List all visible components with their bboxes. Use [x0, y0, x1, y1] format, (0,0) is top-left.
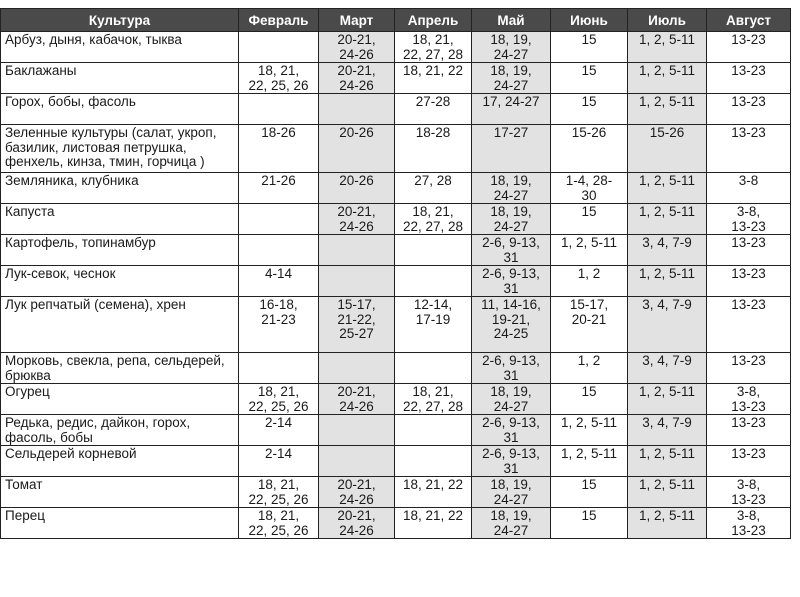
cell-february: 4-14 [239, 266, 319, 297]
column-header-june: Июнь [551, 9, 628, 32]
cell-february: 16-18, 21-23 [239, 297, 319, 353]
cell-february: 2-14 [239, 415, 319, 446]
cell-august: 13-23 [707, 446, 791, 477]
table-row [1, 446, 791, 477]
cell-april: 27-28 [395, 94, 472, 125]
cell-june: 15 [551, 204, 628, 235]
cell-august: 13-23 [707, 297, 791, 353]
header-row [1, 9, 791, 32]
cell-march [319, 235, 395, 266]
crop-name: Зеленные культуры (салат, укроп, базилик, листовая петрушка, фенхель, кинза, тмин, горчица ) [1, 125, 239, 173]
cell-march [319, 94, 395, 125]
cell-april [395, 266, 472, 297]
crop-name: Лук репчатый (семена), хрен [1, 297, 239, 353]
cell-august: 13-23 [707, 32, 791, 63]
cell-june: 1, 2, 5-11 [551, 446, 628, 477]
cell-may: 2-6, 9-13, 31 [472, 415, 551, 446]
cell-may: 17-27 [472, 125, 551, 173]
cell-april: 18, 21, 22 [395, 63, 472, 94]
cell-june: 15 [551, 508, 628, 539]
cell-june: 15-17, 20-21 [551, 297, 628, 353]
cell-february: 18, 21, 22, 25, 26 [239, 477, 319, 508]
cell-august: 3-8, 13-23 [707, 477, 791, 508]
cell-march: 20-21, 24-26 [319, 477, 395, 508]
cell-march: 15-17, 21-22, 25-27 [319, 297, 395, 353]
cell-may: 17, 24-27 [472, 94, 551, 125]
cell-july: 1, 2, 5-11 [628, 446, 707, 477]
cell-may: 18, 19, 24-27 [472, 32, 551, 63]
cell-july: 3, 4, 7-9 [628, 415, 707, 446]
cell-february [239, 204, 319, 235]
crop-name: Морковь, свекла, репа, сельдерей, брюква [1, 353, 239, 384]
cell-august: 13-23 [707, 353, 791, 384]
cell-march [319, 415, 395, 446]
cell-may: 18, 19, 24-27 [472, 384, 551, 415]
cell-august: 13-23 [707, 415, 791, 446]
column-header-july: Июль [628, 9, 707, 32]
cell-april: 18, 21, 22, 27, 28 [395, 384, 472, 415]
crop-name: Перец [1, 508, 239, 539]
crop-name: Капуста [1, 204, 239, 235]
cell-may: 2-6, 9-13, 31 [472, 235, 551, 266]
table-row [1, 477, 791, 508]
cell-august: 3-8, 13-23 [707, 508, 791, 539]
cell-august: 13-23 [707, 63, 791, 94]
cell-june: 15 [551, 477, 628, 508]
cell-july: 1, 2, 5-11 [628, 94, 707, 125]
cell-may: 2-6, 9-13, 31 [472, 446, 551, 477]
cell-april: 18, 21, 22, 27, 28 [395, 32, 472, 63]
cell-february [239, 94, 319, 125]
cell-april: 18, 21, 22, 27, 28 [395, 204, 472, 235]
cell-june: 15 [551, 63, 628, 94]
cell-may: 18, 19, 24-27 [472, 508, 551, 539]
table-row [1, 297, 791, 353]
cell-april: 18, 21, 22 [395, 508, 472, 539]
cell-march: 20-21, 24-26 [319, 384, 395, 415]
table-row [1, 266, 791, 297]
cell-february: 18, 21, 22, 25, 26 [239, 63, 319, 94]
cell-august: 13-23 [707, 125, 791, 173]
cell-may: 2-6, 9-13, 31 [472, 266, 551, 297]
cell-april: 27, 28 [395, 173, 472, 204]
crop-name: Горох, бобы, фасоль [1, 94, 239, 125]
cell-april: 18-28 [395, 125, 472, 173]
cell-july: 3, 4, 7-9 [628, 353, 707, 384]
column-header-may: Май [472, 9, 551, 32]
cell-february: 18-26 [239, 125, 319, 173]
cell-june: 1, 2, 5-11 [551, 235, 628, 266]
cell-june: 1-4, 28- 30 [551, 173, 628, 204]
table-row [1, 125, 791, 173]
table-row [1, 204, 791, 235]
cell-july: 1, 2, 5-11 [628, 266, 707, 297]
cell-march: 20-21, 24-26 [319, 508, 395, 539]
crop-name: Земляника, клубника [1, 173, 239, 204]
crop-name: Картофель, топинамбур [1, 235, 239, 266]
cell-april [395, 235, 472, 266]
cell-february: 18, 21, 22, 25, 26 [239, 508, 319, 539]
cell-august: 13-23 [707, 266, 791, 297]
cell-august: 3-8 [707, 173, 791, 204]
cell-february [239, 353, 319, 384]
cell-april: 12-14, 17-19 [395, 297, 472, 353]
table-row [1, 415, 791, 446]
column-header-february: Февраль [239, 9, 319, 32]
column-header-april: Апрель [395, 9, 472, 32]
cell-june: 1, 2, 5-11 [551, 415, 628, 446]
cell-march: 20-21, 24-26 [319, 32, 395, 63]
cell-may: 18, 19, 24-27 [472, 204, 551, 235]
cell-august: 13-23 [707, 94, 791, 125]
cell-july: 3, 4, 7-9 [628, 235, 707, 266]
cell-august: 3-8, 13-23 [707, 384, 791, 415]
cell-july: 1, 2, 5-11 [628, 63, 707, 94]
cell-february [239, 235, 319, 266]
cell-march: 20-26 [319, 125, 395, 173]
cell-july: 1, 2, 5-11 [628, 173, 707, 204]
sowing-calendar-table [0, 8, 791, 539]
crop-name: Сельдерей корневой [1, 446, 239, 477]
cell-may: 18, 19, 24-27 [472, 63, 551, 94]
table-row [1, 63, 791, 94]
crop-name: Редька, редис, дайкон, горох, фасоль, бобы [1, 415, 239, 446]
cell-april: 18, 21, 22 [395, 477, 472, 508]
sowing-calendar [0, 8, 790, 539]
table-row [1, 353, 791, 384]
cell-march [319, 446, 395, 477]
cell-june: 1, 2 [551, 353, 628, 384]
cell-february: 2-14 [239, 446, 319, 477]
cell-july: 1, 2, 5-11 [628, 32, 707, 63]
cell-march: 20-26 [319, 173, 395, 204]
cell-april [395, 415, 472, 446]
cell-april [395, 353, 472, 384]
crop-name: Томат [1, 477, 239, 508]
cell-july: 1, 2, 5-11 [628, 384, 707, 415]
cell-august: 13-23 [707, 235, 791, 266]
table-row [1, 32, 791, 63]
cell-june: 1, 2 [551, 266, 628, 297]
table-row [1, 384, 791, 415]
crop-name: Баклажаны [1, 63, 239, 94]
cell-march [319, 353, 395, 384]
cell-july: 1, 2, 5-11 [628, 204, 707, 235]
cell-may: 18, 19, 24-27 [472, 477, 551, 508]
cell-june: 15-26 [551, 125, 628, 173]
cell-march [319, 266, 395, 297]
crop-name: Арбуз, дыня, кабачок, тыква [1, 32, 239, 63]
cell-may: 18, 19, 24-27 [472, 173, 551, 204]
column-header-august: Август [707, 9, 791, 32]
cell-february: 21-26 [239, 173, 319, 204]
cell-june: 15 [551, 384, 628, 415]
cell-july: 15-26 [628, 125, 707, 173]
table-row [1, 94, 791, 125]
cell-february [239, 32, 319, 63]
column-header-march: Март [319, 9, 395, 32]
cell-february: 18, 21, 22, 25, 26 [239, 384, 319, 415]
table-row [1, 235, 791, 266]
table-row [1, 508, 791, 539]
cell-july: 1, 2, 5-11 [628, 477, 707, 508]
cell-march: 20-21, 24-26 [319, 63, 395, 94]
column-header-crop: Культура [1, 9, 239, 32]
cell-july: 3, 4, 7-9 [628, 297, 707, 353]
cell-march: 20-21, 24-26 [319, 204, 395, 235]
cell-may: 2-6, 9-13, 31 [472, 353, 551, 384]
cell-august: 3-8, 13-23 [707, 204, 791, 235]
crop-name: Лук-севок, чеснок [1, 266, 239, 297]
cell-june: 15 [551, 94, 628, 125]
crop-name: Огурец [1, 384, 239, 415]
cell-june: 15 [551, 32, 628, 63]
cell-july: 1, 2, 5-11 [628, 508, 707, 539]
table-row [1, 173, 791, 204]
cell-may: 11, 14-16, 19-21, 24-25 [472, 297, 551, 353]
cell-april [395, 446, 472, 477]
